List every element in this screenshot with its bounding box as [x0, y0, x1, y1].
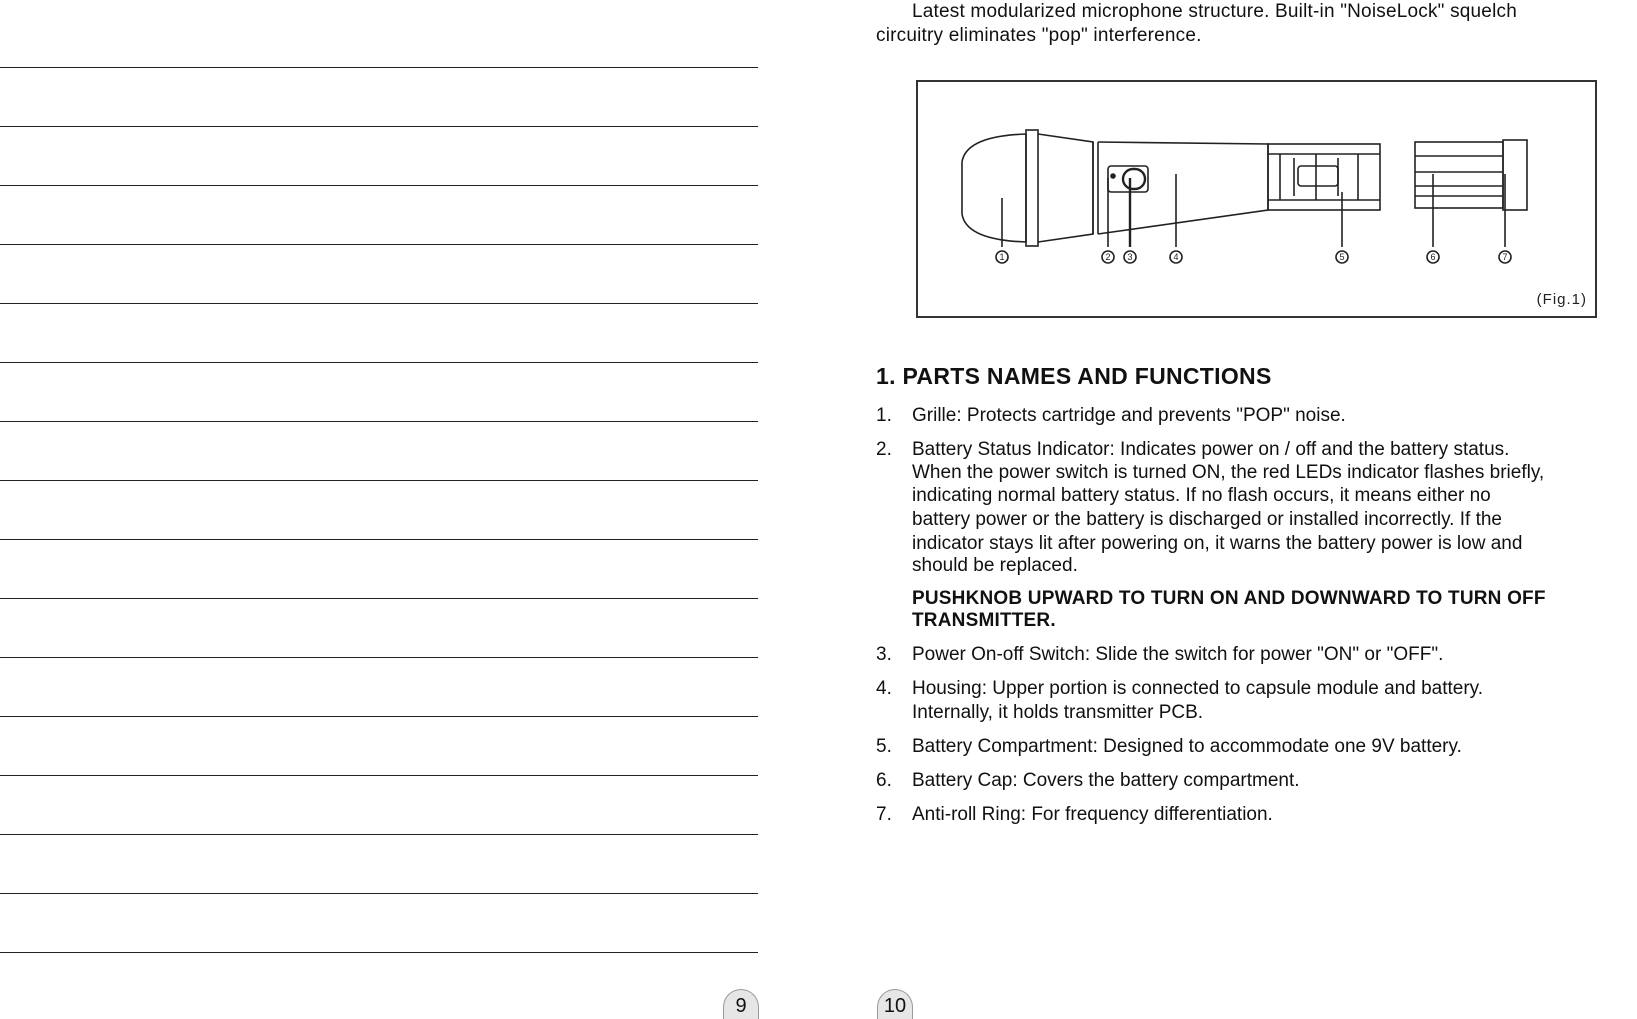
note-line: [0, 775, 758, 776]
note-line: [0, 716, 758, 717]
section-title: 1. PARTS NAMES AND FUNCTIONS: [876, 363, 1272, 389]
note-line: [0, 421, 758, 422]
note-line: [0, 657, 758, 658]
note-line: [0, 598, 758, 599]
callout-1: 1: [999, 252, 1005, 262]
note-line: [0, 185, 758, 186]
part-text: Grille: Protects cartridge and prevents "POP" noise.: [912, 405, 1346, 426]
part-text: Power On-off Switch: Slide the switch for power "ON" or "OFF".: [912, 644, 1444, 665]
battery-cap-shape: [1415, 142, 1503, 208]
warning-line-1: PUSHKNOB UPWARD TO TURN ON AND DOWNWARD TO TURN OFF: [912, 588, 1546, 609]
part-text: indicating normal battery status. If no flash occurs, it means either no: [912, 485, 1491, 506]
part-text: Internally, it holds transmitter PCB.: [912, 702, 1204, 723]
callout-6: 6: [1430, 252, 1436, 262]
parts-list: [876, 404, 1636, 837]
note-line: [0, 126, 758, 127]
note-line: [0, 952, 758, 953]
grille-ring: [1026, 130, 1038, 246]
page-number-left: 9: [723, 989, 759, 1019]
part-item-6: [876, 769, 1636, 793]
note-line: [0, 244, 758, 245]
part-text: indicator stays lit after powering on, it warns the battery power is low and: [912, 533, 1523, 554]
callout-3: 3: [1127, 252, 1133, 262]
note-line: [0, 834, 758, 835]
part-item-3: [876, 643, 1636, 667]
callout-2: 2: [1105, 252, 1111, 262]
intro-paragraph: [876, 0, 1576, 48]
note-line: [0, 362, 758, 363]
microphone-figure: [916, 80, 1597, 318]
part-text: Housing: Upper portion is connected to capsule module and battery.: [912, 678, 1484, 699]
note-line: [0, 539, 758, 540]
right-content-page: [860, 0, 1637, 1019]
part-text: When the power switch is turned ON, the red LEDs indicator flashes briefly,: [912, 462, 1545, 483]
part-item-2: [876, 438, 1636, 576]
part-number: 6.: [876, 770, 892, 791]
intro-line-2: circuitry eliminates "pop" interference.: [876, 25, 1202, 46]
part-item-1: [876, 404, 1636, 428]
figure-caption: (Fig.1): [1536, 291, 1587, 308]
part-number: 7.: [876, 804, 892, 825]
power-warning: [876, 588, 1636, 632]
part-item-5: [876, 735, 1636, 759]
note-line: [0, 480, 758, 481]
part-number: 4.: [876, 678, 892, 699]
intro-line-1: Latest modularized microphone structure. Built-in "NoiseLock" squelch: [912, 1, 1517, 22]
note-line: [0, 893, 758, 894]
note-line: [0, 303, 758, 304]
part-item-7: [876, 803, 1636, 827]
part-item-4: [876, 677, 1636, 725]
part-text: Battery Status Indicator: Indicates power on / off and the battery status.: [912, 439, 1510, 460]
part-text: Battery Compartment: Designed to accommodate one 9V battery.: [912, 736, 1462, 757]
warning-line-2: TRANSMITTER.: [912, 610, 1056, 631]
left-notes-page: [0, 0, 760, 1019]
callout-4: 4: [1173, 252, 1179, 262]
part-number: 3.: [876, 644, 892, 665]
part-text: should be replaced.: [912, 555, 1078, 576]
part-text: Battery Cap: Covers the battery compartment.: [912, 770, 1300, 791]
grille-shape: [962, 134, 1026, 242]
page-number-right: 10: [877, 989, 913, 1019]
housing-shape: [1098, 142, 1268, 234]
anti-roll-ring-shape: [1503, 140, 1527, 210]
part-number: 5.: [876, 736, 892, 757]
part-text: Anti-roll Ring: For frequency differentiation.: [912, 804, 1273, 825]
part-number: 1.: [876, 405, 892, 426]
microphone-diagram: [918, 82, 1599, 320]
part-text: battery power or the battery is discharged or installed incorrectly. If the: [912, 509, 1502, 530]
callout-5: 5: [1339, 252, 1345, 262]
callout-7: 7: [1502, 252, 1508, 262]
part-number: 2.: [876, 439, 892, 460]
note-line: [0, 67, 758, 68]
